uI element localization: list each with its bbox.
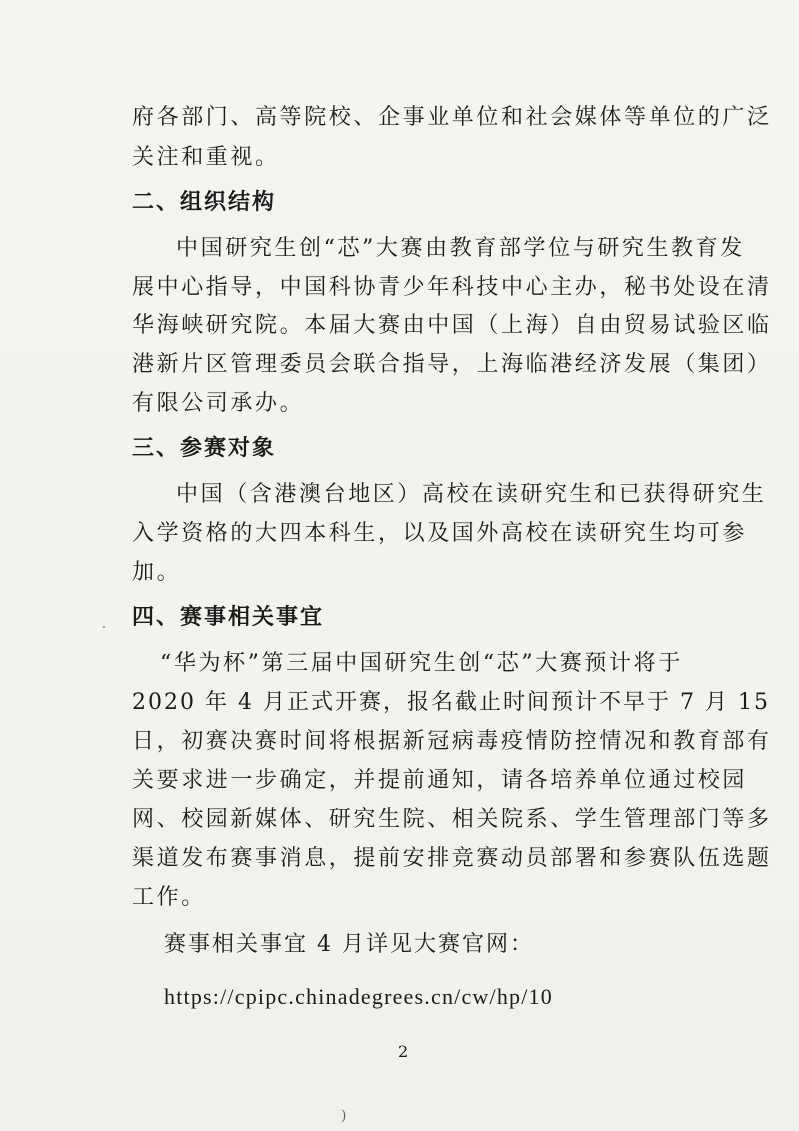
body-line: 工作。	[132, 885, 206, 910]
body-line: 加。	[132, 560, 182, 585]
section-heading-organization: 二、组织结构	[132, 190, 277, 215]
body-line: 华海峡研究院。本届大赛由中国（上海）自由贸易试验区临	[132, 313, 772, 338]
body-line: 中国研究生创“芯”大赛由教育部学位与研究生教育发	[176, 236, 745, 261]
body-line: 中国（含港澳台地区）高校在读研究生和已获得研究生	[176, 482, 767, 507]
scan-speck	[103, 626, 105, 628]
body-line: “华为杯”第三届中国研究生创“芯”大赛预计将于	[160, 651, 683, 676]
website-link[interactable]: https://cpipc.chinadegrees.cn/cw/hp/10	[164, 984, 553, 1009]
body-line: 展中心指导，中国科协青少年科技中心主办，秘书处设在清	[132, 275, 772, 300]
body-line: 渠道发布赛事消息，提前安排竞赛动员部署和参赛队伍选题	[132, 846, 772, 871]
page-number: 2	[398, 1042, 409, 1061]
body-line: 关注和重视。	[132, 145, 280, 170]
body-line: 港新片区管理委员会联合指导，上海临港经济发展（集团）	[132, 352, 772, 377]
body-line: 入学资格的大四本科生，以及国外高校在读研究生均可参	[132, 521, 748, 546]
section-heading-participants: 三、参赛对象	[132, 436, 277, 461]
body-line: 2020 年 4 月正式开赛，报名截止时间预计不早于 7 月 15	[132, 690, 770, 715]
section-heading-matters: 四、赛事相关事宜	[132, 605, 325, 630]
scan-mark: )	[341, 1108, 347, 1124]
body-line: 关要求进一步确定，并提前通知，请各培养单位通过校园	[132, 768, 748, 793]
body-line: 网、校园新媒体、研究生院、相关院系、学生管理部门等多	[132, 807, 772, 832]
body-line: 赛事相关事宜 4 月详见大赛官网：	[164, 932, 534, 957]
body-line: 有限公司承办。	[132, 391, 305, 416]
body-line: 日，初赛决赛时间将根据新冠病毒疫情防控情况和教育部有	[132, 729, 772, 754]
body-line: 府各部门、高等院校、企事业单位和社会媒体等单位的广泛	[132, 105, 772, 130]
